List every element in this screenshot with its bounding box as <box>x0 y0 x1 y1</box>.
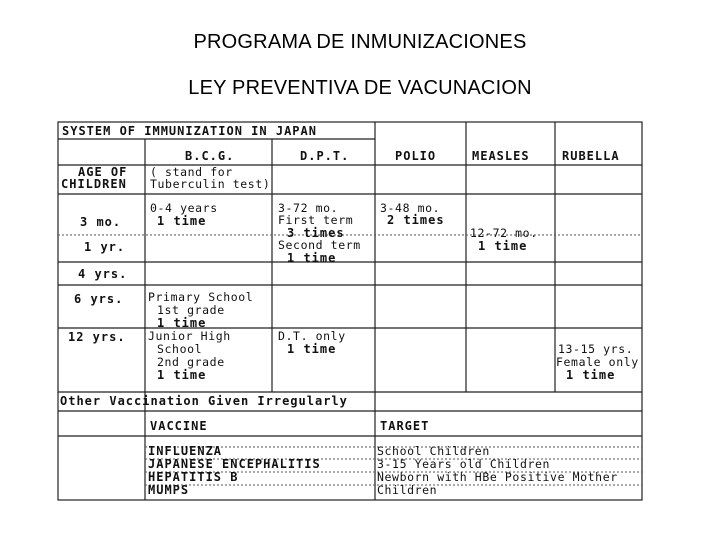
col-header-rubella: RUBELLA <box>562 149 620 163</box>
bcg-range: 0-4 years <box>150 201 218 215</box>
rubella-times: 1 time <box>566 368 616 382</box>
other-col-target: TARGET <box>380 419 430 433</box>
rubella-who: Female only <box>556 355 639 369</box>
bcg-times2: 1 time <box>157 316 207 330</box>
col-header-dpt: D.P.T. <box>300 149 350 163</box>
table-caption: SYSTEM OF IMMUNIZATION IN JAPAN <box>62 124 317 138</box>
age-12yrs: 12 yrs. <box>68 330 126 344</box>
other-target-row: Newborn with HBe Positive Mother <box>377 470 618 484</box>
other-vaccination-header: Other Vaccination Given Irregularly <box>60 394 348 408</box>
page-title: PROGRAMA DE INMUNIZACIONES <box>193 31 527 53</box>
measles-range: 12-72 mo. <box>470 226 538 240</box>
bcg-note-line1: ( stand for <box>150 165 233 179</box>
age-6yrs: 6 yrs. <box>74 292 124 306</box>
age-4yrs: 4 yrs. <box>78 267 128 281</box>
polio-times: 2 times <box>387 213 445 227</box>
bcg-grade2: 2nd grade <box>157 355 225 369</box>
measles-times: 1 time <box>478 239 528 253</box>
dpt-range: 3-72 mo. <box>278 201 339 215</box>
dpt-dt-times: 1 time <box>287 342 337 356</box>
other-vaccine-row: JAPANESE ENCEPHALITIS <box>148 457 321 471</box>
bcg-school2b: School <box>157 342 203 356</box>
rubella-range: 13-15 yrs. <box>558 342 634 356</box>
polio-range: 3-48 mo. <box>380 201 441 215</box>
bcg-grade1: 1st grade <box>157 303 225 317</box>
col-header-measles: MEASLES <box>472 149 530 163</box>
page-subtitle: LEY PREVENTIVA DE VACUNACION <box>188 77 532 99</box>
dpt-first: First term <box>278 213 354 227</box>
age-header-line1: AGE OF <box>78 165 128 179</box>
col-header-bcg: B.C.G. <box>185 149 235 163</box>
other-vaccine-row: INFLUENZA <box>148 444 223 458</box>
dpt-first-times: 3 times <box>287 226 345 240</box>
other-vaccine-row: MUMPS <box>148 483 190 497</box>
other-target-row: Children <box>377 483 438 497</box>
bcg-school1: Primary School <box>148 290 254 304</box>
dpt-dt-only: D.T. only <box>278 329 346 343</box>
dpt-second: Second term <box>278 238 361 252</box>
other-target-row: School Children <box>377 444 490 458</box>
other-vaccine-row: HEPATITIS B <box>148 470 239 484</box>
other-col-vaccine: VACCINE <box>150 419 208 433</box>
bcg-times3: 1 time <box>157 368 207 382</box>
col-header-polio: POLIO <box>395 149 437 163</box>
age-1yr: 1 yr. <box>84 240 126 254</box>
bcg-times: 1 time <box>157 214 207 228</box>
age-header-line2: CHILDREN <box>61 177 127 191</box>
bcg-school2: Junior High <box>148 329 231 343</box>
age-3mo: 3 mo. <box>80 215 122 229</box>
other-target-row: 3-15 Years old Children <box>377 457 551 471</box>
bcg-note-line2: Tuberculin test) <box>150 177 271 191</box>
dpt-second-times: 1 time <box>287 251 337 265</box>
